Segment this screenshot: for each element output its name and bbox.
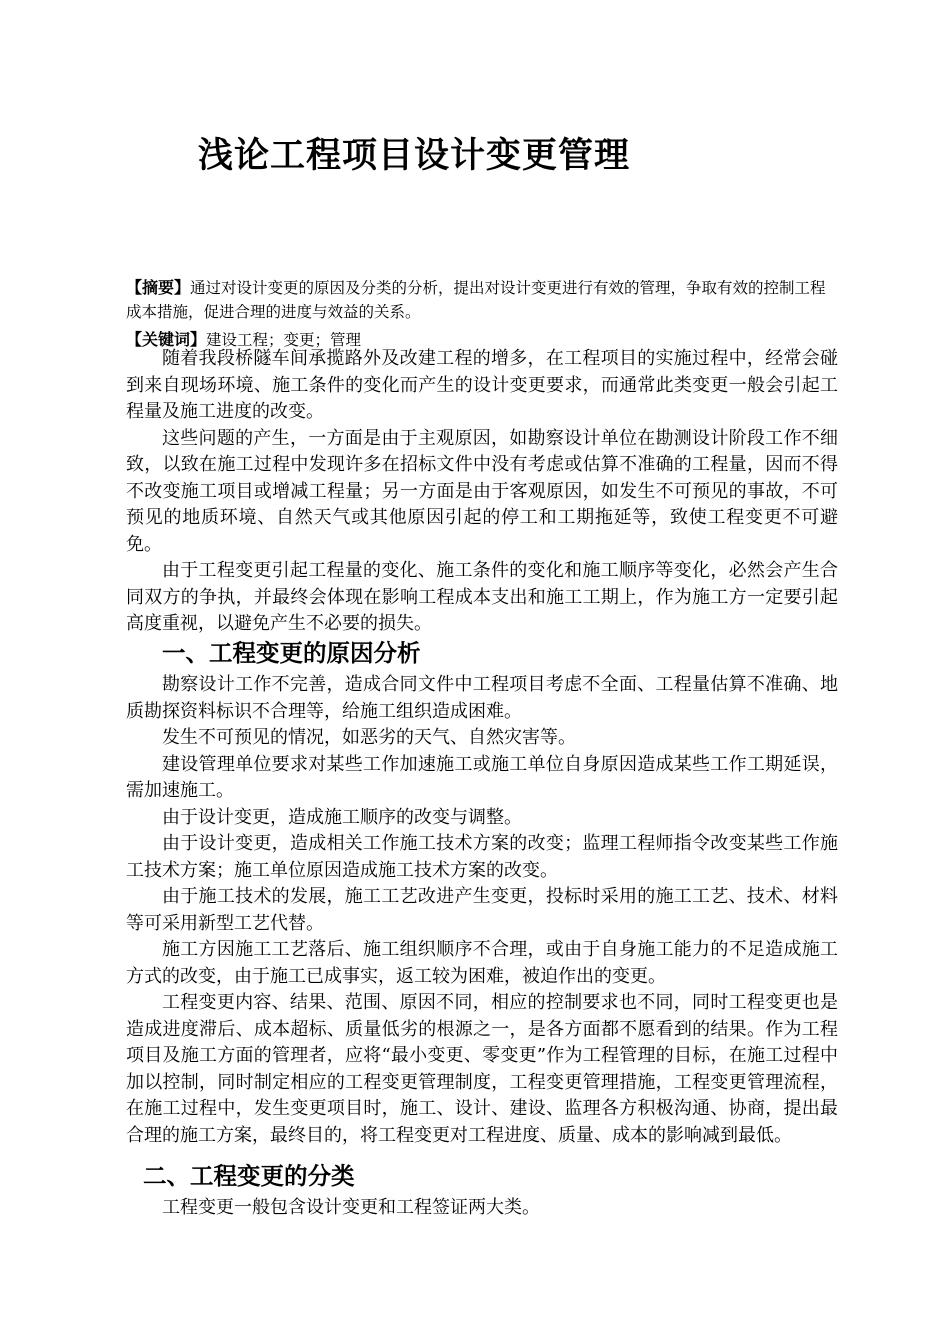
body-paragraph: 工程变更内容、结果、范围、原因不同，相应的控制要求也不同，同时工程变更也是造成进度滞后、成本超标、质量低劣的根源之一，是各方面都不愿看到的结果。作为工程项目及施工方面的管理者，应将“最小变更、零变更”作为工程管理的目标，在施工过程中加以控制，同时制定相应的工程变更管理制度，工程变更管理措施，工程变更管理流程，在施工过程中，发生变更项目时，施工、设计、建设、监理各方积极沟通、协商，提出最合理的施工方案，最终目的，将工程变更对工程进度、质量、成本的影响减到最低。: [126, 992, 838, 1146]
body-paragraph: 发生不可预见的情况，如恶劣的天气、自然灾害等。: [162, 727, 576, 748]
keywords-text: 建设工程；变更；管理: [206, 331, 362, 349]
body-paragraph: 工程变更一般包含设计变更和工程签证两大类。: [162, 1197, 540, 1218]
abstract-label: 【摘要】: [126, 278, 191, 297]
body-paragraph: 施工方因施工工艺落后、施工组织顺序不合理，或由于自身施工能力的不足造成施工方式的改变，由于施工已成事实，返工较为困难，被迫作出的变更。: [126, 939, 838, 987]
intro-paragraph: 由于工程变更引起工程量的变化、施工条件的变化和施工顺序等变化，必然会产生合同双方的争执，并最终会体现在影响工程成本支出和施工工期上，作为施工方一定要引起高度重视，以避免产生不必要的损失。: [126, 560, 838, 634]
body-paragraph: 勘察设计工作不完善，造成合同文件中工程项目考虑不全面、工程量估算不准确、地质勘探资料标识不合理等，给施工组织造成困难。: [126, 674, 838, 722]
abstract-text: 通过对设计变更的原因及分类的分析，提出对设计变更进行有效的管理，争取有效的控制工程成本措施，促进合理的进度与效益的关系。: [126, 279, 826, 321]
intro-paragraph: 这些问题的产生，一方面是由于主观原因，如勘察设计单位在勘测设计阶段工作不细致，以致在施工过程中发现许多在招标文件中没有考虑或估算不准确的工程量，因而不得不改变施工项目或增减工程量；另一方面是由于客观原因，如发生不可预见的事故，不可预见的地质环境、自然天气或其他原因引起的停工和工期拖延等，致使工程变更不可避免。: [126, 427, 838, 555]
body-paragraph: 由于设计变更，造成相关工作施工技术方案的改变；监理工程师指令改变某些工作施工技术方案；施工单位原因造成施工技术方案的改变。: [126, 833, 838, 881]
section-heading: 二、工程变更的分类: [143, 1162, 355, 1190]
document-title: 浅论工程项目设计变更管理: [198, 136, 631, 176]
body-paragraph: 由于设计变更，造成施工顺序的改变与调整。: [162, 806, 522, 828]
intro-paragraph: 随着我段桥隧车间承揽路外及改建工程的增多，在工程项目的实施过程中，经常会碰到来自现场环境、施工条件的变化而产生的设计变更要求，而通常此类变更一般会引起工程量及施工进度的改变。: [126, 348, 838, 422]
keywords-label: 【关键词】: [126, 330, 207, 349]
section-body: [126, 1195, 838, 1222]
body-paragraph: 建设管理单位要求对某些工作加速施工或施工单位自身原因造成某些工作工期延误，需加速施工。: [126, 753, 838, 801]
section-heading: 一、工程变更的原因分析: [162, 639, 421, 667]
section-body: [126, 672, 838, 1149]
intro-section: [126, 346, 838, 638]
abstract: [126, 276, 838, 324]
body-paragraph: 由于施工技术的发展，施工工艺改进产生变更，投标时采用的施工工艺、技术、材料等可采用新型工艺代替。: [126, 886, 838, 934]
